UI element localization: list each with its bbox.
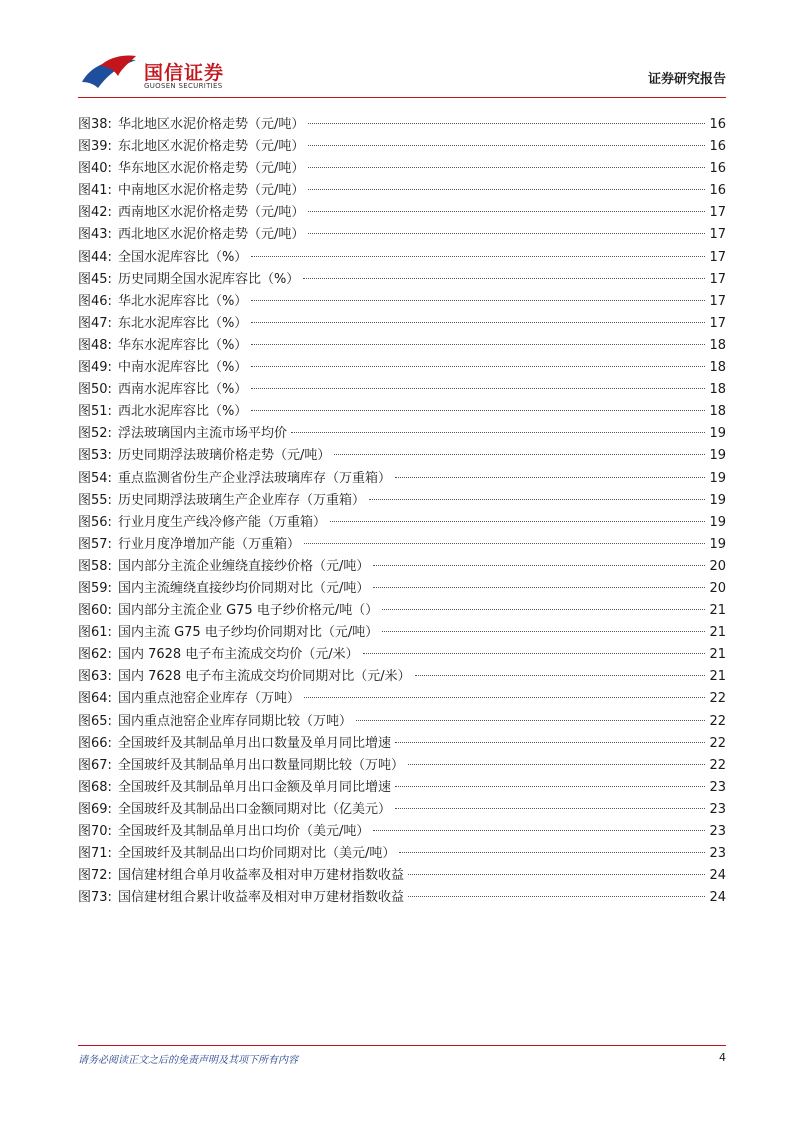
toc-dot-leader (373, 829, 705, 831)
toc-entry[interactable] (78, 468, 726, 490)
toc-entry-label: 图70: (78, 824, 112, 839)
toc-dot-leader (395, 741, 706, 743)
toc-entry-page: 21 (709, 625, 726, 641)
toc-entry[interactable] (78, 512, 726, 534)
toc-entry-title: 华东地区水泥价格走势（元/吨） (117, 161, 305, 177)
toc-entry-page: 19 (709, 470, 726, 486)
toc-dot-leader (363, 652, 706, 654)
toc-dot-leader (415, 674, 706, 676)
toc-entry-title: 西南地区水泥价格走势（元/吨） (117, 205, 305, 221)
toc-entry[interactable] (78, 490, 726, 512)
toc-entry-title: 国内主流缠绕直接纱均价同期对比（元/吨） (117, 580, 370, 596)
toc-entry-label: 图56: (78, 514, 112, 530)
toc-entry[interactable] (78, 733, 726, 755)
toc-entry-title: 行业月度生产线冷修产能（万重箱） (117, 514, 326, 530)
toc-dot-leader (373, 586, 705, 588)
toc-entry[interactable] (78, 114, 726, 136)
toc-entry-title: 华北地区水泥价格走势（元/吨） (117, 117, 305, 132)
toc-dot-leader (408, 895, 706, 897)
toc-entry-label: 图52: (78, 426, 112, 442)
toc-entry-page: 21 (709, 669, 726, 685)
toc-entry-page: 22 (709, 757, 726, 773)
toc-entry-label: 图53: (78, 448, 112, 464)
toc-entry-page: 18 (709, 382, 726, 398)
toc-dot-leader (395, 476, 706, 478)
toc-dot-leader (308, 188, 705, 190)
toc-entry-page: 22 (709, 691, 726, 707)
toc-entry[interactable] (78, 291, 726, 313)
toc-entry-title: 全国玻纤及其制品单月出口金额及单月同比增速 (117, 779, 391, 795)
toc-entry[interactable] (78, 644, 726, 666)
toc-entry-page: 16 (709, 117, 726, 132)
logo-text-en: GUOSEN SECURITIES (144, 82, 223, 90)
toc-dot-leader (308, 122, 705, 124)
toc-entry-title: 重点监测省份生产企业浮法玻璃库存（万重箱） (117, 470, 391, 486)
toc-entry-label: 图73: (78, 890, 112, 906)
toc-dot-leader (408, 873, 706, 875)
toc-entry-label: 图69: (78, 801, 112, 817)
toc-entry-label: 图51: (78, 404, 112, 420)
toc-entry-title: 国内部分主流企业缠绕直接纱价格（元/吨） (117, 558, 370, 574)
toc-dot-leader (291, 431, 706, 433)
toc-dot-leader (304, 696, 706, 698)
toc-entry[interactable] (78, 423, 726, 445)
toc-entry-label: 图57: (78, 536, 112, 552)
toc-entry[interactable] (78, 180, 726, 202)
toc-entry[interactable] (78, 755, 726, 777)
toc-entry[interactable] (78, 379, 726, 401)
toc-entry-title: 中南水泥库容比（%） (117, 360, 248, 376)
toc-entry[interactable] (78, 158, 726, 180)
toc-entry-label: 图66: (78, 735, 112, 751)
toc-entry-title: 中南地区水泥价格走势（元/吨） (117, 183, 305, 199)
toc-entry-page: 21 (709, 647, 726, 663)
toc-dot-leader (251, 409, 705, 411)
guosen-logo-icon (78, 52, 140, 92)
toc-entry-page: 20 (709, 558, 726, 574)
toc-entry-title: 国信建材组合单月收益率及相对申万建材指数收益 (117, 868, 404, 884)
toc-entry-title: 华东水泥库容比（%） (117, 337, 248, 353)
toc-entry-page: 19 (709, 514, 726, 530)
toc-entry-label: 图68: (78, 779, 112, 795)
toc-entry-title: 东北地区水泥价格走势（元/吨） (117, 139, 305, 155)
toc-entry-title: 行业月度净增加产能（万重箱） (117, 536, 300, 552)
toc-entry-page: 21 (709, 603, 726, 619)
toc-entry-page: 17 (709, 205, 726, 221)
toc-entry-page: 24 (709, 890, 726, 906)
toc-entry-label: 图54: (78, 470, 112, 486)
toc-entry-title: 华北水泥库容比（%） (117, 293, 248, 309)
toc-entry-page: 22 (709, 735, 726, 751)
toc-entry-page: 23 (709, 801, 726, 817)
toc-entry[interactable] (78, 622, 726, 644)
toc-dot-leader (251, 321, 705, 323)
toc-entry-label: 图71: (78, 846, 112, 862)
toc-entry-page: 19 (709, 448, 726, 464)
toc-entry-page: 23 (709, 846, 726, 862)
toc-dot-leader (308, 232, 705, 234)
toc-entry-label: 图63: (78, 669, 112, 685)
toc-dot-leader (373, 564, 705, 566)
toc-entry-title: 历史同期全国水泥库容比（%） (117, 271, 300, 287)
toc-entry[interactable] (78, 711, 726, 733)
toc-dot-leader (308, 166, 705, 168)
toc-entry-title: 全国玻纤及其制品单月出口数量及单月同比增速 (117, 735, 391, 751)
toc-entry-label: 图44: (78, 249, 112, 265)
toc-entry[interactable] (78, 313, 726, 335)
toc-entry-label: 图38: (78, 117, 112, 132)
toc-dot-leader (399, 851, 705, 853)
toc-entry[interactable] (78, 666, 726, 688)
toc-entry-page: 22 (709, 713, 726, 729)
toc-entry-page: 18 (709, 360, 726, 376)
toc-entry-title: 全国玻纤及其制品单月出口均价（美元/吨） (117, 824, 370, 839)
toc-entry-title: 历史同期浮法玻璃生产企业库存（万重箱） (117, 492, 365, 508)
toc-entry-page: 16 (709, 183, 726, 199)
toc-entry-page: 19 (709, 492, 726, 508)
toc-dot-leader (251, 343, 705, 345)
footer-disclaimer: 请务必阅读正文之后的免责声明及其项下所有内容 (78, 1055, 298, 1066)
toc-entry-label: 图40: (78, 161, 112, 177)
toc-dot-leader (334, 453, 705, 455)
toc-entry-label: 图42: (78, 205, 112, 221)
toc-dot-leader (308, 144, 705, 146)
toc-entry-label: 图47: (78, 315, 112, 331)
toc-entry-page: 19 (709, 536, 726, 552)
toc-dot-leader (330, 520, 706, 522)
toc-entry-label: 图45: (78, 271, 112, 287)
toc-entry-title: 国内 7628 电子布主流成交均价（元/米） (117, 647, 359, 663)
toc-entry-title: 国内 7628 电子布主流成交均价同期对比（元/米） (117, 669, 411, 685)
toc-entry[interactable] (78, 136, 726, 158)
page-header (78, 52, 726, 98)
toc-entry-page: 19 (709, 426, 726, 442)
guosen-logo (78, 52, 318, 96)
toc-entry-title: 国内主流 G75 电子纱均价同期对比（元/吨） (117, 625, 379, 641)
toc-entry-page: 17 (709, 227, 726, 243)
toc-entry[interactable] (78, 556, 726, 578)
toc-entry-label: 图62: (78, 647, 112, 663)
header-divider (78, 97, 726, 98)
toc-entry-title: 国内重点池窑企业库存（万吨） (117, 691, 300, 707)
toc-entry[interactable] (78, 821, 726, 843)
toc-entry-label: 图48: (78, 337, 112, 353)
toc-entry-page: 18 (709, 404, 726, 420)
toc-entry-page: 23 (709, 779, 726, 795)
toc-entry-label: 图55: (78, 492, 112, 508)
toc-dot-leader (251, 365, 705, 367)
toc-entry-page: 17 (709, 315, 726, 331)
toc-entry-label: 图58: (78, 558, 112, 574)
toc-dot-leader (408, 763, 706, 765)
toc-entry-page: 23 (709, 824, 726, 839)
logo-text-cn: 国信证券 (144, 62, 225, 84)
toc-dot-leader (395, 785, 706, 787)
toc-dot-leader (303, 277, 705, 279)
toc-entry[interactable] (78, 269, 726, 291)
toc-entry-page: 17 (709, 271, 726, 287)
toc-entry-page: 20 (709, 580, 726, 596)
toc-entry-title: 西南水泥库容比（%） (117, 382, 248, 398)
toc-entry[interactable] (78, 600, 726, 622)
toc-entry-title: 西北地区水泥价格走势（元/吨） (117, 227, 305, 243)
toc-entry-label: 图59: (78, 580, 112, 596)
toc-entry[interactable] (78, 202, 726, 224)
toc-dot-leader (382, 608, 705, 610)
toc-entry-label: 图49: (78, 360, 112, 376)
toc-entry-title: 国内部分主流企业 G75 电子纱价格元/吨（） (117, 603, 379, 619)
toc-entry[interactable] (78, 777, 726, 799)
toc-dot-leader (304, 542, 706, 544)
toc-entry-page: 16 (709, 161, 726, 177)
toc-entry-title: 国信建材组合累计收益率及相对申万建材指数收益 (117, 890, 404, 906)
report-type-label: 证券研究报告 (647, 72, 726, 87)
toc-entry[interactable] (78, 224, 726, 246)
toc-entry[interactable] (78, 534, 726, 556)
toc-dot-leader (308, 210, 705, 212)
toc-dot-leader (369, 498, 706, 500)
toc-entry[interactable] (78, 578, 726, 600)
toc-entry-title: 全国水泥库容比（%） (117, 249, 248, 265)
toc-entry-title: 全国玻纤及其制品出口均价同期对比（美元/吨） (117, 846, 396, 862)
toc-entry-page: 17 (709, 293, 726, 309)
toc-entry-title: 全国玻纤及其制品单月出口数量同期比较（万吨） (117, 757, 404, 773)
toc-entry-label: 图72: (78, 868, 112, 884)
toc-entry-title: 全国玻纤及其制品出口金额同期对比（亿美元） (117, 801, 391, 817)
toc-entry-label: 图60: (78, 603, 112, 619)
toc-entry[interactable] (78, 865, 726, 887)
toc-dot-leader (395, 807, 706, 809)
toc-entry-label: 图67: (78, 757, 112, 773)
toc-entry-page: 24 (709, 868, 726, 884)
toc-dot-leader (251, 299, 705, 301)
toc-entry-label: 图46: (78, 293, 112, 309)
toc-entry-page: 16 (709, 139, 726, 155)
toc-entry-title: 东北水泥库容比（%） (117, 315, 248, 331)
toc-entry[interactable] (78, 887, 726, 909)
toc-entry-label: 图65: (78, 713, 112, 729)
toc-entry-label: 图61: (78, 625, 112, 641)
toc-entry-label: 图64: (78, 691, 112, 707)
toc-dot-leader (251, 255, 705, 257)
page-number: 4 (719, 1051, 726, 1064)
toc-entry-label: 图41: (78, 183, 112, 199)
toc-entry-title: 历史同期浮法玻璃价格走势（元/吨） (117, 448, 331, 464)
toc-entry[interactable] (78, 445, 726, 467)
toc-entry-page: 17 (709, 249, 726, 265)
toc-dot-leader (356, 719, 706, 721)
toc-entry-label: 图39: (78, 139, 112, 155)
toc-entry-label: 图43: (78, 227, 112, 243)
toc-entry-title: 浮法玻璃国内主流市场平均价 (117, 426, 287, 442)
figure-index-list (78, 114, 726, 909)
toc-entry[interactable] (78, 357, 726, 379)
toc-dot-leader (251, 387, 705, 389)
toc-entry[interactable] (78, 843, 726, 865)
toc-entry[interactable] (78, 401, 726, 423)
toc-entry[interactable] (78, 799, 726, 821)
toc-entry-label: 图50: (78, 382, 112, 398)
toc-dot-leader (382, 630, 705, 632)
toc-entry[interactable] (78, 247, 726, 269)
toc-entry[interactable] (78, 688, 726, 710)
toc-entry-page: 18 (709, 337, 726, 353)
footer-divider (78, 1045, 726, 1046)
toc-entry-title: 西北水泥库容比（%） (117, 404, 248, 420)
toc-entry[interactable] (78, 335, 726, 357)
toc-entry-title: 国内重点池窑企业库存同期比较（万吨） (117, 713, 352, 729)
